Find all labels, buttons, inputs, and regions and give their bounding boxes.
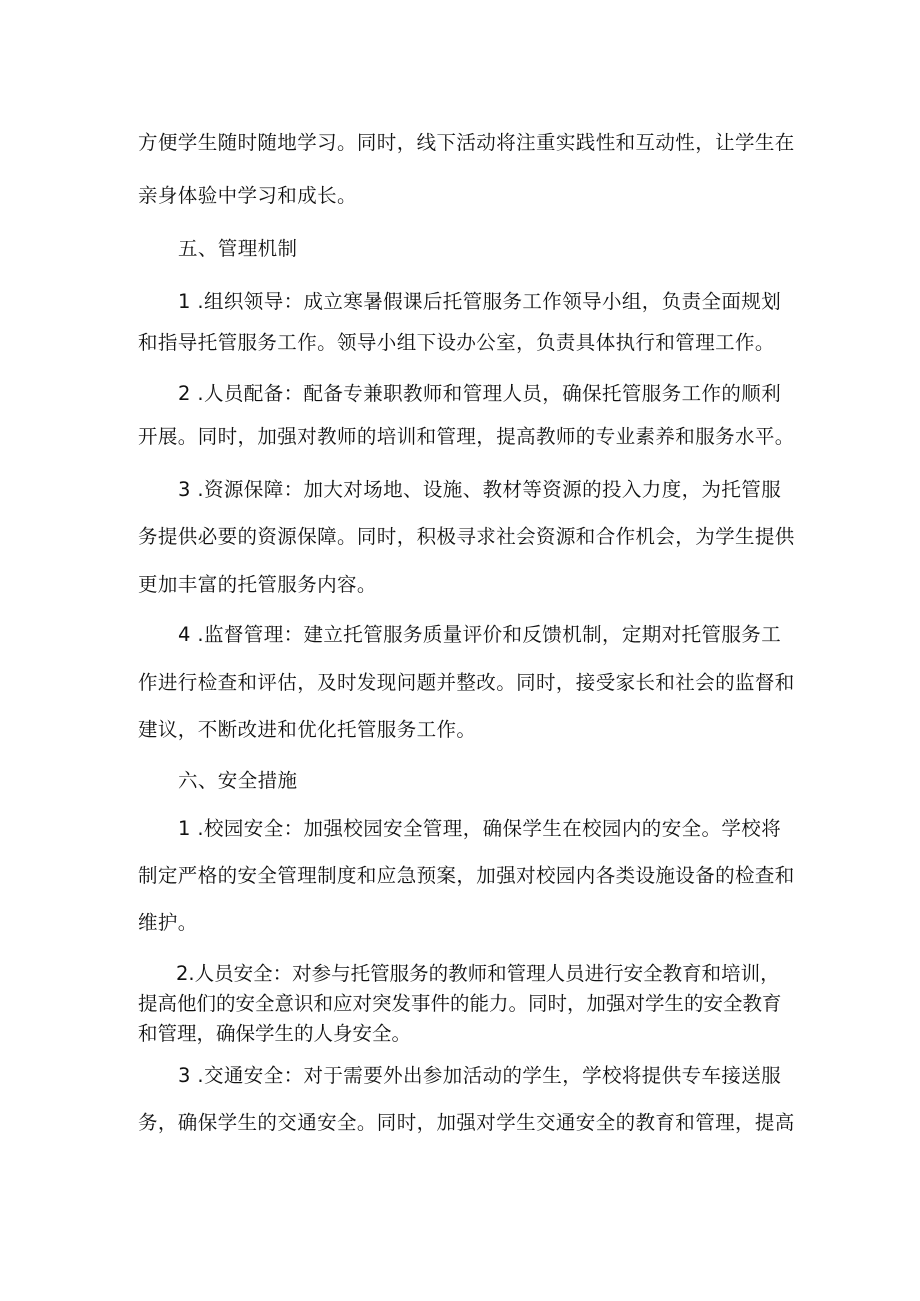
body-text-line: 亲身体验中学习和成长。 xyxy=(138,184,357,207)
body-text-line: 维护。 xyxy=(138,911,198,934)
body-text-line: 建议，不断改进和优化托管服务工作。 xyxy=(138,718,477,741)
list-item-text: 1 .组织领导：成立寒暑假课后托管服务工作领导小组，负责全面规划 xyxy=(178,290,782,313)
list-item-text: 1 .校园安全：加强校园安全管理，确保学生在校园内的安全。学校将 xyxy=(178,817,782,840)
list-item-text: 3 .交通安全：对于需要外出参加活动的学生，学校将提供专车接送服 xyxy=(178,1064,782,1087)
list-item-text: 3 .资源保障：加大对场地、设施、教材等资源的投入力度，为托管服 xyxy=(178,478,782,501)
list-item-text: 2.人员安全：对参与托管服务的教师和管理人员进行安全教育和培训， xyxy=(176,962,780,985)
body-text-line: 和指导托管服务工作。领导小组下设办公室，负责具体执行和管理工作。 xyxy=(138,331,775,354)
body-text-line: 务提供必要的资源保障。同时，积极寻求社会资源和合作机会，为学生提供 xyxy=(138,525,795,548)
body-text-line: 方便学生随时随地学习。同时，线下活动将注重实践性和互动性，让学生在 xyxy=(138,131,795,154)
body-text-line: 制定严格的安全管理制度和应急预案，加强对校园内各类设施设备的检查和 xyxy=(138,864,795,887)
body-text-line: 更加丰富的托管服务内容。 xyxy=(138,573,377,596)
body-text-line: 提高他们的安全意识和应对突发事件的能力。同时，加强对学生的安全教育 xyxy=(138,992,782,1015)
body-text-line: 和管理，确保学生的人身安全。 xyxy=(138,1022,412,1045)
body-text-line: 开展。同时，加强对教师的培训和管理，提高教师的专业素养和服务水平。 xyxy=(138,425,795,448)
section-heading-safety: 六、安全措施 xyxy=(178,769,298,792)
list-item-text: 2 .人员配备：配备专兼职教师和管理人员，确保托管服务工作的顺利 xyxy=(178,382,782,405)
section-heading-management: 五、管理机制 xyxy=(178,237,298,260)
list-item-text: 4 .监督管理：建立托管服务质量评价和反馈机制，定期对托管服务工 xyxy=(178,623,782,646)
body-text-line: 务，确保学生的交通安全。同时，加强对学生交通安全的教育和管理，提高 xyxy=(138,1111,795,1134)
body-text-line: 作进行检查和评估，及时发现问题并整改。同时，接受家长和社会的监督和 xyxy=(138,671,795,694)
